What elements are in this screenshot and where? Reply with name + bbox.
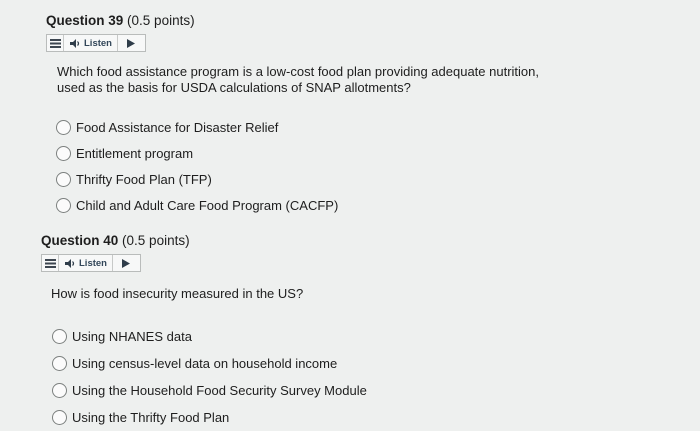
- play-button[interactable]: [113, 259, 140, 268]
- question-text: Which food assistance program is a low-cost food plan providing adequate nutrition, used as the basis for USDA calculations of SNAP allotments?: [57, 64, 539, 95]
- question-text: How is food insecurity measured in the US?: [51, 286, 304, 301]
- question-heading: [41, 232, 681, 250]
- answer-options: [52, 323, 681, 431]
- radio-button[interactable]: [56, 120, 71, 135]
- question-number: Question 40: [41, 233, 119, 248]
- radio-button[interactable]: [52, 329, 67, 344]
- play-icon: [127, 39, 135, 48]
- listen-button[interactable]: [64, 35, 118, 51]
- answer-option[interactable]: [56, 192, 686, 218]
- option-label[interactable]: Using the Household Food Security Survey Module: [72, 383, 367, 398]
- answer-option[interactable]: [52, 350, 681, 377]
- question-39: [46, 12, 686, 218]
- question-points: (0.5 points): [122, 233, 190, 248]
- question-heading: [46, 12, 686, 30]
- radio-button[interactable]: [52, 410, 67, 425]
- option-label[interactable]: Entitlement program: [76, 145, 194, 161]
- question-points: (0.5 points): [127, 13, 195, 28]
- radio-button[interactable]: [56, 146, 71, 161]
- speaker-icon: [70, 39, 81, 48]
- menu-lines-icon[interactable]: [42, 255, 59, 271]
- listen-label: Listen: [84, 37, 112, 49]
- option-label[interactable]: Using NHANES data: [72, 329, 192, 344]
- play-button[interactable]: [118, 39, 145, 48]
- option-label[interactable]: Food Assistance for Disaster Relief: [76, 119, 279, 135]
- question-40: [41, 232, 681, 431]
- answer-options: [56, 114, 686, 218]
- answer-option[interactable]: [56, 166, 686, 192]
- radio-button[interactable]: [52, 356, 67, 371]
- listen-button[interactable]: [59, 255, 113, 271]
- listen-label: Listen: [79, 257, 107, 269]
- listen-toolbar: [41, 254, 141, 272]
- option-label[interactable]: Child and Adult Care Food Program (CACFP): [76, 197, 339, 213]
- option-label[interactable]: Thrifty Food Plan (TFP): [76, 171, 212, 187]
- answer-option[interactable]: [56, 140, 686, 166]
- play-icon: [122, 259, 130, 268]
- answer-option[interactable]: [56, 114, 686, 140]
- menu-lines-icon[interactable]: [47, 35, 64, 51]
- listen-toolbar: [46, 34, 146, 52]
- radio-button[interactable]: [56, 172, 71, 187]
- question-number: Question 39: [46, 13, 124, 28]
- speaker-icon: [65, 259, 76, 268]
- answer-option[interactable]: [52, 323, 681, 350]
- radio-button[interactable]: [56, 198, 71, 213]
- option-label[interactable]: Using the Thrifty Food Plan: [72, 410, 230, 425]
- answer-option[interactable]: [52, 404, 681, 431]
- radio-button[interactable]: [52, 383, 67, 398]
- option-label[interactable]: Using census-level data on household income: [72, 356, 338, 371]
- answer-option[interactable]: [52, 377, 681, 404]
